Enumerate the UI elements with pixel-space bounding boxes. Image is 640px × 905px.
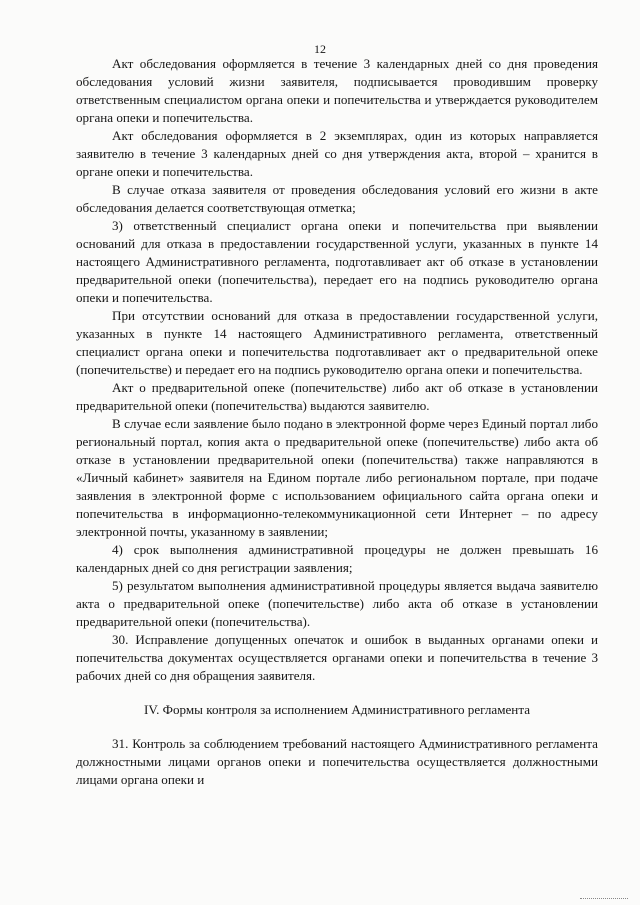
page-number: 12 <box>314 42 326 56</box>
paragraph-electronic-submission: В случае если заявление было подано в электронной форме через Единый портал либо региональный портал, копия акта о предварительной опеке (попечительстве) либо акта об отказе в установлении предварительной опеки (попечительства) также направляются в «Личный кабинет» заявителя на Едином портале либо региональном портале, при подаче заявления в электронной форме с использованием официального сайта органа опеки и попечительства в информационно-телекоммуникационной сети Интернет – по адресу электронной почты, указанному в заявлении; <box>76 416 598 539</box>
paragraph-clause-31: 31. Контроль за соблюдением требований настоящего Административного регламента должностными лицами органов опеки и попечительства осуществляется должностными лицами органа опеки и <box>76 736 598 787</box>
paragraph-act-drafting: Акт обследования оформляется в течение 3 календарных дней со дня проведения обследования условий жизни заявителя, подписывается проводившим проверку ответственным специалистом органа опеки и попечительства и утверждается руководителем органа опеки и попечительства. <box>76 56 598 125</box>
paragraph-refusal-note: В случае отказа заявителя от проведения обследования условий его жизни в акте обследования делается соответствующая отметка; <box>76 182 598 215</box>
paragraph-act-copies: Акт обследования оформляется в 2 экземплярах, один из которых направляется заявителю в течение 3 календарных дней со дня утверждения акта, второй – хранится в органе опеки и попечительства. <box>76 128 598 179</box>
paragraph-item-3: 3) ответственный специалист органа опеки и попечительства при выявлении оснований для отказа в предоставлении государственной услуги, указанных в пункте 14 настоящего Административного регламента, подготавливает акт об отказе в установлении предварительной опеки (попечительства), передает его на подпись руководителю органа опеки и попечительства. <box>76 218 598 305</box>
paragraph-clause-30: 30. Исправление допущенных опечаток и ошибок в выданных органами опеки и попечительства документах осуществляется органами опеки и попечительства в течение 3 рабочих дней со дня обращения заявителя. <box>76 632 598 683</box>
footer-dotted-mark <box>580 898 628 901</box>
paragraph-item-5: 5) результатом выполнения административной процедуры является выдача заявителю акта о предварительной опеке (попечительстве) либо акта об отказе в установлении предварительной опеки (попечительства). <box>76 578 598 629</box>
paragraph-item-4: 4) срок выполнения административной процедуры не должен превышать 16 календарных дней со дня регистрации заявления; <box>76 542 598 575</box>
paragraph-act-issued: Акт о предварительной опеке (попечительстве) либо акт об отказе в установлении предварительной опеки (попечительства) выдаются заявителю. <box>76 380 598 413</box>
section-heading: IV. Формы контроля за исполнением Административного регламента <box>143 702 531 717</box>
paragraph-no-grounds: При отсутствии оснований для отказа в предоставлении государственной услуги, указанных в пункте 14 настоящего Административного регламента, ответственный специалист органа опеки и попечительства подготавливает акт о предварительной опеке (попечительстве) и передает его на подпись руководителю органа опеки и попечительства. <box>76 308 598 377</box>
document-body <box>76 55 598 789</box>
